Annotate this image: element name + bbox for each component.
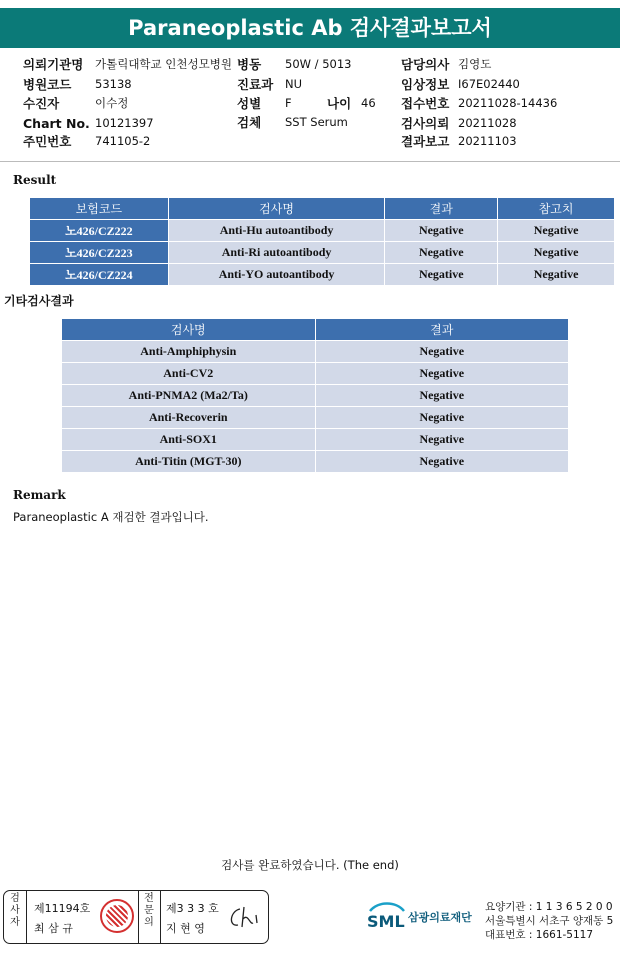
table-row <box>62 451 569 473</box>
sml-logo-text: SML <box>367 912 405 931</box>
remark-heading: Remark <box>13 488 66 502</box>
seal-icon <box>100 899 134 933</box>
column-header: 보험코드 <box>30 198 169 220</box>
test-result: Negative <box>315 341 568 363</box>
column-header: 검사명 <box>62 319 316 341</box>
info-value: SST Serum <box>285 115 348 129</box>
info-value: 46 <box>361 96 376 110</box>
org-name: 삼광의료재단 <box>408 911 472 924</box>
info-value: 50W / 5013 <box>285 57 352 71</box>
table-row <box>62 407 569 429</box>
info-label: 결과보고 <box>401 134 450 149</box>
table-row <box>62 341 569 363</box>
info-value: 20211028 <box>458 116 517 130</box>
inspector-license: 제11194호 <box>34 902 91 915</box>
info-value: NU <box>285 77 303 91</box>
test-name: Anti-Recoverin <box>62 407 316 429</box>
table-row <box>30 220 615 242</box>
test-name: Anti-PNMA2 (Ma2/Ta) <box>62 385 316 407</box>
column-header: 참고치 <box>498 198 615 220</box>
test-name: Anti-Titin (MGT-30) <box>62 451 316 473</box>
result-heading: Result <box>13 173 57 187</box>
other-table <box>61 318 569 473</box>
divider <box>138 891 139 943</box>
column-header: 결과 <box>315 319 568 341</box>
divider <box>26 891 27 943</box>
info-label: 수진자 <box>23 96 60 111</box>
info-label: Chart No. <box>23 116 90 131</box>
info-value: 20211103 <box>458 134 517 148</box>
table-row <box>30 242 615 264</box>
info-value: 53138 <box>95 77 132 91</box>
specialist-license: 제3 3 3 호 <box>166 902 219 915</box>
insurance-code: 노426/CZ223 <box>30 242 169 264</box>
insurance-code: 노426/CZ222 <box>30 220 169 242</box>
info-label: 검사의뢰 <box>401 116 450 131</box>
test-result: Negative <box>315 429 568 451</box>
table-row <box>62 363 569 385</box>
org-line-2: 서울특별시 서초구 양재동 5 <box>485 915 614 927</box>
info-value: 20211028-14436 <box>458 96 558 110</box>
column-header: 검사명 <box>168 198 385 220</box>
info-value: 741105-2 <box>95 134 151 148</box>
end-text: 검사를 완료하였습니다. (The end) <box>221 858 399 872</box>
info-label: 의뢰기관명 <box>23 57 84 72</box>
info-label: 병원코드 <box>23 77 72 92</box>
table-row <box>30 264 615 286</box>
table-row <box>62 385 569 407</box>
header-divider <box>0 161 620 162</box>
table-header-row <box>62 319 569 341</box>
insurance-code: 노426/CZ224 <box>30 264 169 286</box>
divider <box>160 891 161 943</box>
test-name: Anti-Amphiphysin <box>62 341 316 363</box>
table-header-row <box>30 198 615 220</box>
other-heading: 기타검사결과 <box>4 294 74 308</box>
info-value: 김영도 <box>458 57 492 71</box>
info-value: F <box>285 96 292 110</box>
reference-value: Negative <box>498 264 615 286</box>
info-value: 10121397 <box>95 116 154 130</box>
info-label: 병동 <box>237 57 262 72</box>
specialist-label: 전문의 <box>144 893 154 928</box>
signature-box <box>3 890 269 944</box>
test-name: Anti-Hu autoantibody <box>168 220 385 242</box>
sml-logo-icon <box>366 897 408 937</box>
org-line-3: 대표번호 : 1661-5117 <box>485 929 594 941</box>
info-label: 성별 <box>237 96 262 111</box>
test-result: Negative <box>315 451 568 473</box>
test-result: Negative <box>385 220 498 242</box>
info-value: 가톨릭대학교 인천성모병원 <box>95 57 232 71</box>
test-name: Anti-CV2 <box>62 363 316 385</box>
result-table <box>29 197 615 286</box>
remark-text: Paraneoplastic A 재검한 결과입니다. <box>13 510 209 524</box>
table-row <box>62 429 569 451</box>
test-result: Negative <box>315 363 568 385</box>
info-value: I67E02440 <box>458 77 520 91</box>
report-title: Paraneoplastic Ab 검사결과보고서 <box>0 8 620 48</box>
info-label: 주민번호 <box>23 134 72 149</box>
info-label: 임상정보 <box>401 77 450 92</box>
info-label: 검체 <box>237 115 262 130</box>
test-result: Negative <box>315 407 568 429</box>
inspector-label: 검사자 <box>10 893 20 928</box>
inspector-name: 최 삼 규 <box>34 922 73 935</box>
test-result: Negative <box>385 264 498 286</box>
info-label: 담당의사 <box>401 57 450 72</box>
signature-icon <box>226 903 264 933</box>
info-value: 이수정 <box>95 96 129 110</box>
test-name: Anti-SOX1 <box>62 429 316 451</box>
test-result: Negative <box>315 385 568 407</box>
test-name: Anti-YO autoantibody <box>168 264 385 286</box>
test-name: Anti-Ri autoantibody <box>168 242 385 264</box>
info-label: 진료과 <box>237 77 274 92</box>
info-label: 접수번호 <box>401 96 450 111</box>
specialist-name: 지 현 영 <box>166 922 205 935</box>
org-line-1: 요양기관 : 1 1 3 6 5 2 0 0 <box>485 901 613 913</box>
column-header: 결과 <box>385 198 498 220</box>
reference-value: Negative <box>498 220 615 242</box>
info-label: 나이 <box>327 96 352 111</box>
reference-value: Negative <box>498 242 615 264</box>
test-result: Negative <box>385 242 498 264</box>
